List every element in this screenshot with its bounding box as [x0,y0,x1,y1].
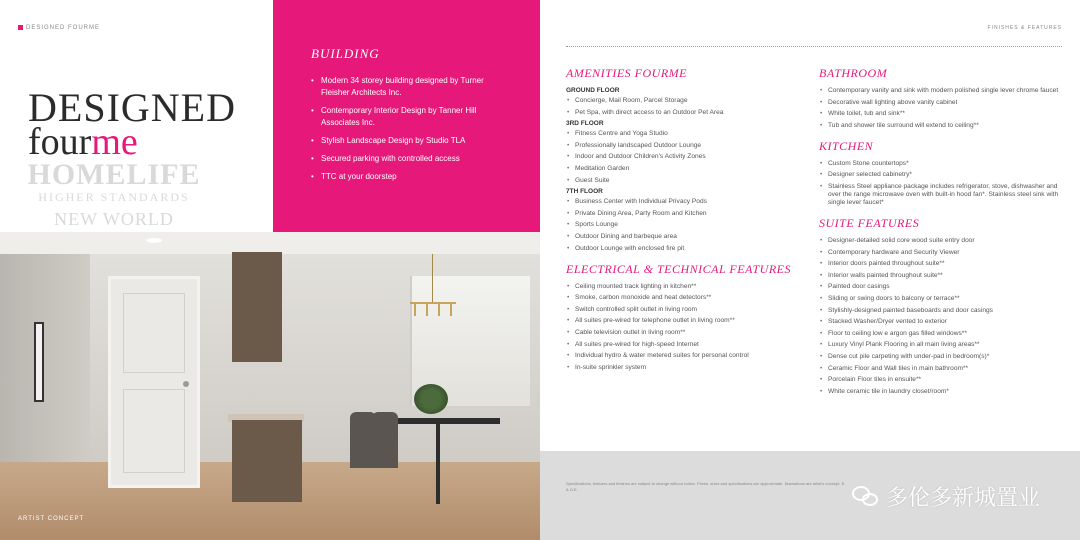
list-item: • Stacked Washer/Dryer vented to exterior [819,318,1059,326]
corner-label-right: FINISHES & FEATURES [987,25,1062,31]
third-floor-heading: 3RD FLOOR [566,120,604,128]
list-item: • Guest Suite [566,177,806,185]
list-item: • Dense cut pile carpeting with under-pad in bedroom(s)* [819,353,1059,361]
left-column [566,66,806,375]
list-item: • Outdoor Lounge with enclosed fire pit [566,245,806,253]
list-item: • Ceramic Floor and Wall tiles in main bathroom** [819,365,1059,373]
lamp-arm [438,304,440,316]
upper-cabinet [232,252,282,362]
electrical-title: ELECTRICAL & TECHNICAL FEATURES [566,261,791,276]
list-item: • Concierge, Mail Room, Parcel Storage [566,97,806,105]
ground-floor-list [566,97,806,117]
list-item: • In-suite sprinkler system [566,364,806,372]
wechat-account-name: 多伦多新城置业 [885,486,1040,511]
list-item: • Contemporary hardware and Security Viewer [819,249,1059,257]
list-item: • Business Center with Individual Privacy Pods [566,198,806,206]
list-item: • Painted door casings [819,283,1059,291]
door-panel [123,293,185,373]
building-item: • Modern 34 storey building designed by Turner Fleisher Architects Inc. [311,75,502,99]
kitchen-list [819,160,1059,207]
list-item: • Cable television outlet in living room** [566,329,806,337]
list-item: • Designer-detailed solid core wood suite entry door [819,237,1059,245]
seventh-floor-list [566,198,806,252]
list-item: • All suites pre-wired for high-speed Internet [566,341,806,349]
dining-table [380,418,500,424]
photo-ceiling [0,232,540,254]
lamp-arm [426,304,428,316]
list-item: • Professionally landscaped Outdoor Lounge [566,142,806,150]
list-item: • Interior doors painted throughout suite** [819,260,1059,268]
pink-square-icon [18,25,23,30]
bathroom-list [819,87,1059,130]
right-page [540,0,1080,540]
door-handle [183,381,189,387]
building-item: • Contemporary Interior Design by Tanner Hill Associates Inc. [311,105,502,129]
list-item: • Outdoor Dining and barbeque area [566,233,806,241]
list-item: • Smoke, carbon monoxide and heat detectors** [566,294,806,302]
lamp-arm [450,304,452,316]
table-plant [414,384,448,414]
list-item: • Private Dining Area, Party Room and Kitchen [566,210,806,218]
lamp-arm [414,304,416,316]
base-cabinet [232,420,302,502]
kitchen-title: KITCHEN [819,138,874,153]
list-item: • Pet Spa, with direct access to an Outdoor Pet Area [566,109,806,117]
building-panel [273,0,540,232]
electrical-list [566,283,806,372]
list-item: • Sliding or swing doors to balcony or terrace** [819,295,1059,303]
building-item: • Stylish Landscape Design by Studio TLA [311,135,502,147]
list-item: • Stylishly-designed painted baseboards and door casings [819,307,1059,315]
list-item: • White ceramic tile in laundry closet/room* [819,388,1059,396]
photo-door [108,276,200,488]
building-title: BUILDING [311,46,380,61]
headline-designed: DESIGNED [28,85,236,130]
list-item: • Individual hydro & water metered suites for personal control [566,352,806,360]
right-column [819,66,1059,399]
seventh-floor-heading: 7TH FLOOR [566,188,603,196]
list-item: • Meditation Garden [566,165,806,173]
list-item: • Decorative wall lighting above vanity cabinet [819,99,1059,107]
bathroom-title: BATHROOM [819,66,888,80]
list-item: • Indoor and Outdoor Children's Activity Zones [566,153,806,161]
footer-disclaimer: Specifications, features and finishes are subject to change without notice. Prices, sizes and specifications are approximate. Illustrations are artist's concept. E. & O.E. [566,481,846,492]
amenities-title: AMENITIES FOURME [566,66,687,80]
list-item: • Stainless Steel appliance package includes refrigerator, stove, dishwasher and over the range microwave oven with built-in hood fan*. Stainless steel sink with single lever faucet* [819,183,1059,207]
list-item: • Floor to ceiling low e argon gas filled windows** [819,330,1059,338]
suite-features-list [819,237,1059,396]
list-item: • Ceiling mounted track lighting in kitchen** [566,283,806,291]
list-item: • Switch controlled split outlet in living room [566,306,806,314]
pendant-wire [432,254,433,304]
wechat-watermark [852,481,1040,512]
headline-me: me [91,121,138,163]
list-item: • Sports Lounge [566,221,806,229]
list-item: • Interior walls painted throughout suite** [819,272,1059,280]
building-item: • TTC at your doorstep [311,171,502,183]
list-item: • Custom Stone countertops* [819,160,1059,168]
list-item: • White toilet, tub and sink** [819,110,1059,118]
watermark-company: NEW WORLD [54,209,174,229]
chat-bubble-shape [862,493,878,506]
building-list [311,75,502,183]
headline-four: four [28,121,92,163]
interior-photo [0,232,540,540]
watermark-brand: HOMELIFE [27,158,201,191]
ceiling-light-icon [146,238,162,243]
list-item: • Fitness Centre and Yoga Studio [566,130,806,138]
third-floor-list [566,130,806,184]
dining-table-leg [436,424,440,504]
dotted-divider [566,46,1062,47]
corner-label-text: DESIGNED FOURME [26,25,101,32]
list-item: • Contemporary vanity and sink with modern polished single lever chrome faucet [819,87,1059,95]
suite-features-title: SUITE FEATURES [819,215,920,230]
watermark-tagline: HIGHER STANDARDS [38,190,190,204]
wall-artwork [34,322,44,402]
photo-caption: ARTIST CONCEPT [18,516,85,522]
list-item: • Porcelain Floor tiles in ensuite** [819,376,1059,384]
list-item: • Luxury Vinyl Plank Flooring in all main living areas** [819,341,1059,349]
dining-chair [372,412,398,468]
building-item: • Secured parking with controlled access [311,153,502,165]
ground-floor-heading: GROUND FLOOR [566,87,620,94]
pendant-lamp [410,302,456,316]
corner-label [18,25,100,31]
list-item: • Tub and shower tile surround will extend to ceiling** [819,122,1059,130]
door-panel [123,389,185,473]
wechat-icon [852,486,880,508]
footer-band [540,451,1080,540]
list-item: • All suites pre-wired for telephone outlet in living room** [566,317,806,325]
list-item: • Designer selected cabinetry* [819,171,1059,179]
